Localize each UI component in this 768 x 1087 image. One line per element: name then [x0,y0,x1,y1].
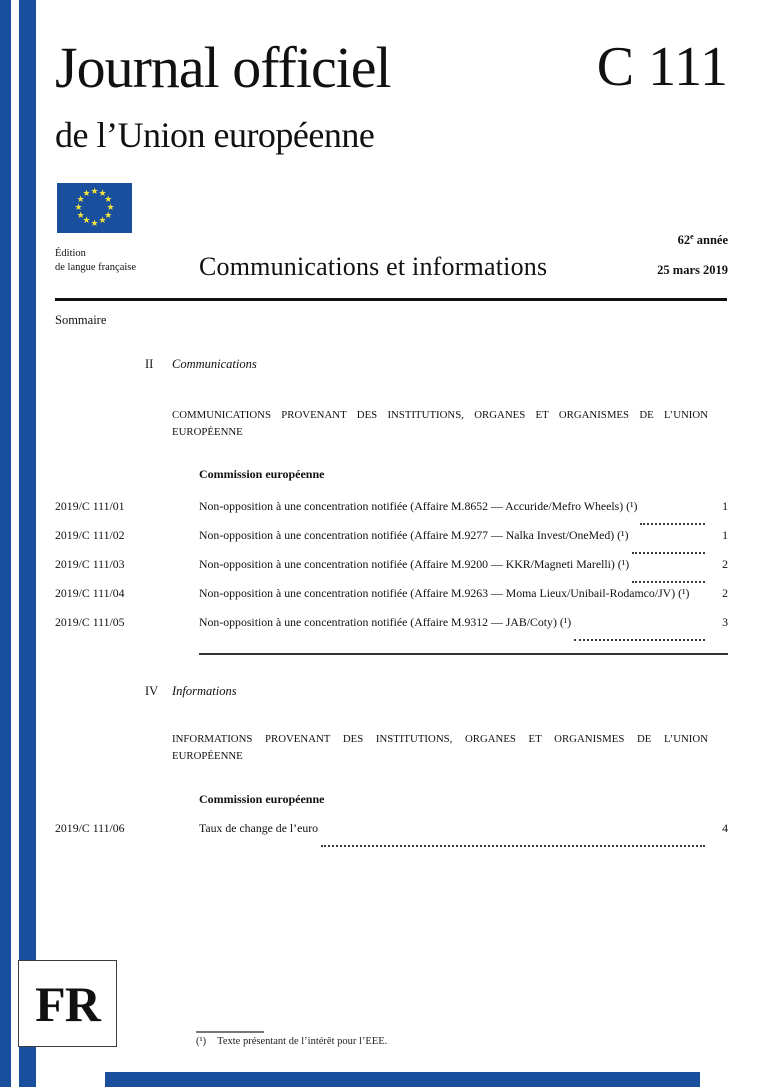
eu-flag-star-icon: ★ [90,218,99,229]
left-outer-blue-bar [0,0,11,1087]
eu-flag-star-icon: ★ [98,188,107,199]
section-title: Communications [172,357,257,371]
eu-flag-star-icon: ★ [82,216,91,227]
toc-entry-page-number: 3 [722,615,728,629]
toc-entry-page-number: 1 [722,528,728,542]
section-heading-row [145,684,237,699]
issue-code: C 111 [596,36,728,98]
eu-flag-star-icon: ★ [74,202,83,213]
toc-entry-title: Non-opposition à une concentration notifiée (Affaire M.9277 — Nalka Invest/OneMed) (¹) [199,528,629,542]
section-subheading-line1: COMMUNICATIONS PROVENANT DES INSTITUTIONS, ORGANES ET ORGANISMES DE L’UNION [172,409,708,421]
section-subheading [172,407,708,440]
year-number: 62 [677,233,691,248]
toc-entry-title: Non-opposition à une concentration notifiée (Affaire M.9312 — JAB/Coty) (¹) [199,615,572,629]
bottom-blue-bar [105,1072,700,1087]
toc-entry-ref: 2019/C 111/02 [55,528,125,542]
section-title: Informations [172,684,237,698]
section-numeral: II [145,357,154,371]
toc-entry [55,499,728,528]
left-inner-blue-bar [19,0,36,1087]
journal-subtitle: de l’Union européenne [55,115,375,155]
year-label [678,232,728,248]
toc-entry [55,528,728,557]
toc-entry-title: Non-opposition à une concentration notifiée (Affaire M.8652 — Accuride/Mefro Wheels) (¹) [199,499,638,513]
eu-flag-star-icon: ★ [76,210,85,221]
eu-flag-star-icon: ★ [104,210,113,221]
edition-line2: de langue française [55,262,137,274]
eu-flag [57,183,132,233]
language-code: FR [35,975,100,1032]
section-subheading-line1: INFORMATIONS PROVENANT DES INSTITUTIONS, ORGANES ET ORGANISMES DE L’UNION [172,733,708,745]
eu-flag-star-icon: ★ [82,188,91,199]
section-numeral: IV [145,684,159,698]
issue-date: 25 mars 2019 [657,263,728,277]
toc-entry-ref: 2019/C 111/03 [55,557,125,571]
institution-heading: Commission européenne [199,792,325,806]
section-subheading-line2: EUROPÉENNE [172,749,243,762]
toc-entry-ref: 2019/C 111/04 [55,586,125,600]
edition-line1: Édition [55,248,86,259]
section-heading-row [145,357,257,372]
year-word: année [696,233,728,248]
toc-entry-leader-dots [632,552,705,554]
toc-entry-leader-dots [574,639,705,641]
toc-entry-leader-dots [632,581,705,583]
toc-entry [55,586,728,615]
toc-entries-section-ii [55,499,728,644]
section-subheading-line2: EUROPÉENNE [172,425,243,438]
toc-entry-ref: 2019/C 111/01 [55,499,125,513]
toc-entry-page-number: 1 [722,499,728,513]
year-superscript: e [690,232,694,241]
summary-heading: Sommaire [55,313,107,327]
series-heading: Communications et informations [199,252,548,281]
eu-flag-star-icon: ★ [90,186,99,197]
edition-label [55,247,136,275]
toc-entry-title: Taux de change de l’euro [199,821,319,835]
toc-entry-ref: 2019/C 111/05 [55,615,125,629]
footnote-divider [196,1031,264,1033]
toc-entry [55,821,728,850]
section-subheading [172,731,708,764]
toc-entry-title: Non-opposition à une concentration notifiée (Affaire M.9200 — KKR/Magneti Marelli) (¹) [199,557,630,571]
toc-entry [55,615,728,644]
toc-entry-page-number: 2 [722,557,728,571]
language-code-box [18,960,117,1047]
toc-entry-page-number: 4 [722,821,728,835]
eu-flag-star-icon: ★ [76,194,85,205]
toc-entry-ref: 2019/C 111/06 [55,821,125,835]
section-divider [199,653,728,655]
footnote-text: Texte présentant de l’intérêt pour l’EEE. [217,1036,388,1047]
toc-entry [55,557,728,586]
toc-entry-title: Non-opposition à une concentration notifiée (Affaire M.9263 — Moma Lieux/Unibail-Rodamco/JV) (¹) [199,586,690,600]
journal-title: Journal officiel [55,35,391,100]
eu-flag-star-icon: ★ [106,202,115,213]
toc-entry-leader-dots [321,845,705,847]
toc-entry-leader-dots [640,523,705,525]
institution-heading: Commission européenne [199,467,325,481]
toc-entries-section-iv [55,821,728,850]
eu-flag-star-icon: ★ [104,194,113,205]
footnote-marker: (¹) [196,1036,207,1047]
masthead-divider [55,298,727,301]
eu-flag-star-icon: ★ [98,216,107,227]
footnote [196,1036,387,1047]
toc-entry-page-number: 2 [722,586,728,600]
